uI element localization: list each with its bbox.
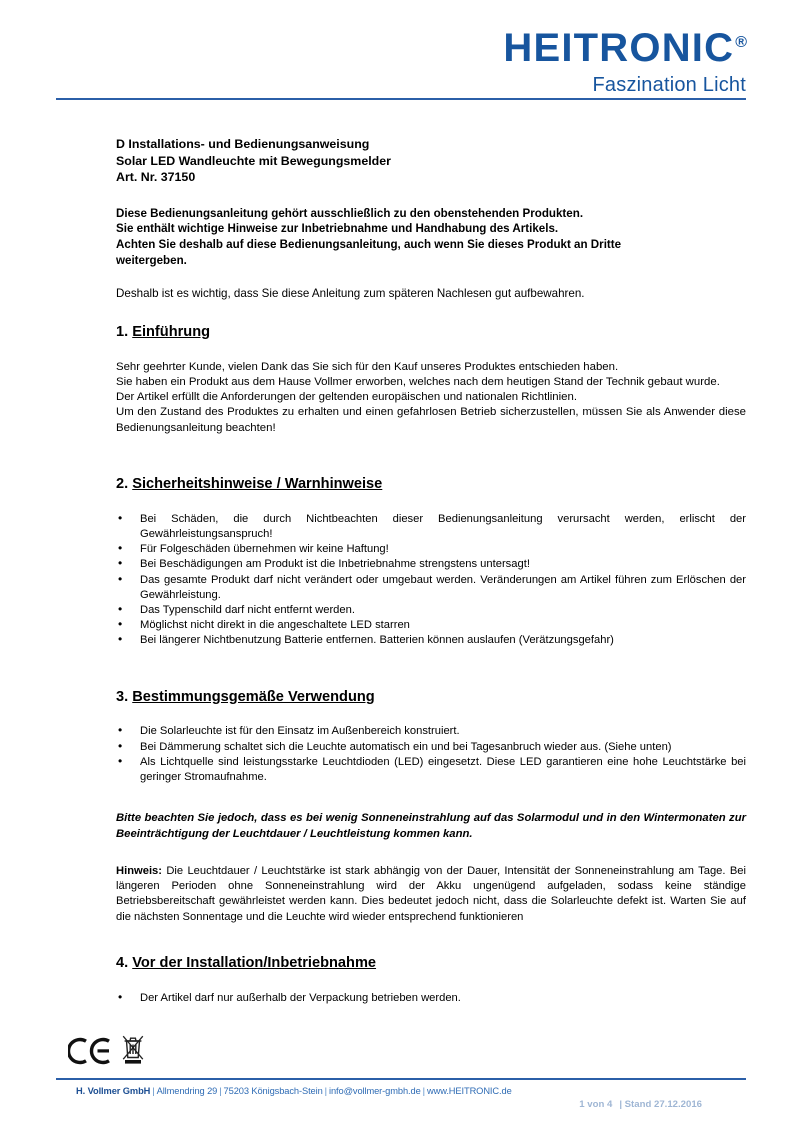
footer-sep-3: | xyxy=(324,1086,327,1096)
list-item: • Bei längerer Nichtbenutzung Batterie entfernen. Batterien können auslaufen (Verätzungsgefahr) xyxy=(116,633,746,648)
footer-sep-2: | xyxy=(219,1086,222,1096)
footer-address xyxy=(76,1086,512,1096)
footer-email[interactable]: info@vollmer-gmbh.de xyxy=(328,1086,421,1096)
section-title-4: Vor der Installation/Inbetriebnahme xyxy=(132,954,377,971)
section-heading-4 xyxy=(116,955,746,972)
intro-bold-line-3: Achten Sie deshalb auf diese Bedienungsanleitung, auch wenn Sie dieses Produkt an Dritte xyxy=(116,237,622,251)
title-line-2: Solar LED Wandleuchte mit Bewegungsmelder xyxy=(116,153,391,168)
page-number: 1 von 4 xyxy=(579,1099,613,1110)
weee-bin-icon xyxy=(120,1032,146,1066)
logo-wordmark: HEITRONIC xyxy=(503,26,735,70)
section-title-2: Sicherheitshinweise / Warnhinweise xyxy=(132,476,383,493)
page-footer xyxy=(76,1086,746,1126)
section-number-1: 1. xyxy=(116,323,129,340)
section-3-bullet-list xyxy=(116,724,746,785)
section-number-2: 2. xyxy=(116,476,129,493)
list-item: • Für Folgeschäden übernehmen wir keine Haftung! xyxy=(116,542,746,557)
list-item: • Das Typenschild darf nicht entfernt werden. xyxy=(116,603,746,618)
section-2-bullet-list xyxy=(116,512,746,649)
list-item: • Bei Schäden, die durch Nichtbeachten dieser Bedienungsanleitung verursacht werden, erlischt der Gewährleistungsanspruch! xyxy=(116,512,746,542)
list-item: • Bei Beschädigungen am Produkt ist die Inbetriebnahme strengstens untersagt! xyxy=(116,557,746,572)
section-3-note: Bitte beachten Sie jedoch, dass es bei wenig Sonneneinstrahlung auf das Solarmodul und in den Wintermonaten zur Beeinträchtigung der Leuchtdauer / Leuchtleistung kommen kann. xyxy=(116,812,746,840)
footer-company: H. Vollmer GmbH xyxy=(76,1086,151,1096)
section-heading-2 xyxy=(116,476,746,493)
header-divider xyxy=(56,98,746,100)
section-1-p2: Sie haben ein Produkt aus dem Hause Vollmer erworben, welches nach dem heutigen Stand der Technik gebaut wurde. xyxy=(116,375,720,388)
heitronic-logo xyxy=(503,28,746,95)
intro-bold-line-1: Diese Bedienungsanleitung gehört ausschließlich zu den obenstehenden Produkten. xyxy=(116,206,584,220)
ce-mark-icon xyxy=(68,1036,114,1066)
section-heading-3 xyxy=(116,689,746,706)
section-number-4: 4. xyxy=(116,954,129,971)
section-4-bullet-list xyxy=(116,991,746,1006)
list-item: • Als Lichtquelle sind leistungsstarke Leuchtdioden (LED) eingesetzt. Diese LED garantieren eine hohe Leuchtstärke bei geringer Stromaufnahme. xyxy=(116,755,746,785)
document-content xyxy=(116,136,746,1006)
section-number-3: 3. xyxy=(116,688,129,705)
section-3-hinweis xyxy=(116,864,746,925)
hinweis-text: Die Leuchtdauer / Leuchtstärke ist stark abhängig von der Dauer, Intensität der Sonneneinstrahlung am Tage. Bei längeren Perioden ohne Sonneneinstrahlung wird der Akku ungenügend aufgeladen, sodass keine ständige Betriebsbereitschaft gewährleistet werden kann. Dies bedeutet jedoch nicht, dass die Solarleuchte defekt ist. Warten Sie auf die nächsten Sonnentage und die Leuchte wird wieder entsprechend funktionieren xyxy=(116,865,746,923)
list-item: • Bei Dämmerung schaltet sich die Leuchte automatisch ein und bei Tagesanbruch wieder aus. (Siehe unten) xyxy=(116,740,746,755)
page-header xyxy=(0,0,802,100)
logo-tagline: Faszination Licht xyxy=(592,74,746,96)
section-1-p4: Um den Zustand des Produktes zu erhalten und einen gefahrlosen Betrieb sicherzustellen, müssen Sie als Anwender diese Bedienungsanleitung beachten! xyxy=(116,406,746,434)
footer-meta xyxy=(579,1099,702,1110)
footer-city: 75203 Königsbach-Stein xyxy=(223,1086,323,1096)
registered-trademark-icon: ® xyxy=(735,33,747,51)
list-item: • Der Artikel darf nur außerhalb der Verpackung betrieben werden. xyxy=(116,991,746,1006)
intro-bold-line-2: Sie enthält wichtige Hinweise zur Inbetriebnahme und Handhabung des Artikels. xyxy=(116,222,559,236)
footer-sep-1: | xyxy=(152,1086,155,1096)
list-item: • Möglichst nicht direkt in die angeschaltete LED starren xyxy=(116,618,746,633)
section-title-3: Bestimmungsgemäße Verwendung xyxy=(132,688,375,705)
footer-stand-date: | Stand 27.12.2016 xyxy=(619,1099,702,1110)
section-title-1: Einführung xyxy=(132,323,211,340)
list-item: • Die Solarleuchte ist für den Einsatz im Außenbereich konstruiert. xyxy=(116,724,746,739)
section-1-p3: Der Artikel erfüllt die Anforderungen der geltenden europäischen und nationalen Richtlinien. xyxy=(116,391,577,404)
intro-bold-paragraph xyxy=(116,206,746,268)
footer-sep-4: | xyxy=(422,1086,425,1096)
footer-website[interactable]: www.HEITRONIC.de xyxy=(426,1086,512,1096)
footer-divider xyxy=(56,1078,746,1080)
list-item: • Das gesamte Produkt darf nicht verändert oder umgebaut werden. Veränderungen am Artikel führen zum Erlöschen der Gewährleistung. xyxy=(116,573,746,603)
section-1-p1: Sehr geehrter Kunde, vielen Dank das Sie sich für den Kauf unseres Produktes entschieden haben. xyxy=(116,360,619,373)
footer-street: Allmendring 29 xyxy=(156,1086,218,1096)
title-line-3: Art. Nr. 37150 xyxy=(116,170,196,185)
page-title xyxy=(116,136,746,186)
hinweis-label: Hinweis: xyxy=(116,865,163,878)
compliance-marks xyxy=(68,1032,146,1066)
intro-bold-line-4: weitergeben. xyxy=(116,253,187,267)
title-line-1: D Installations- und Bedienungsanweisung xyxy=(116,137,370,151)
section-heading-1 xyxy=(116,324,746,341)
intro-paragraph: Deshalb ist es wichtig, dass Sie diese Anleitung zum späteren Nachlesen gut aufbewahren. xyxy=(116,287,585,301)
section-1-body xyxy=(116,360,746,436)
